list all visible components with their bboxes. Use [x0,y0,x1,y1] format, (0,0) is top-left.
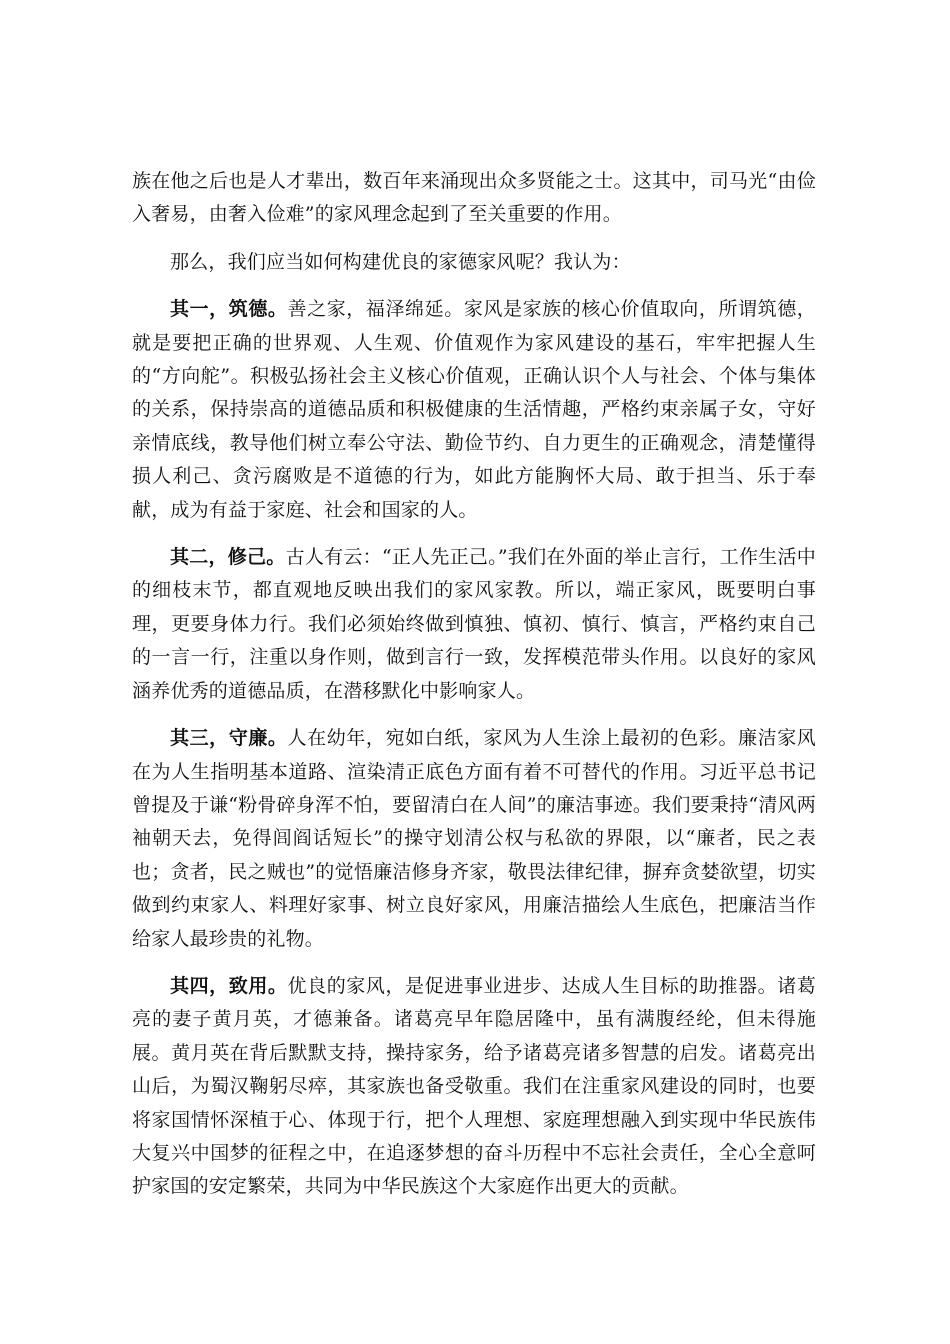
paragraph-point-1 [132,293,816,527]
document-body [132,165,816,1204]
paragraph-text: 优良的家风，是促进事业进步、达成人生目标的助推器。诸葛亮的妻子黄月英，才德兼备。诸葛亮早年隐居隆中，虽有满腹经纶，但未得施展。黄月英在背后默默支持，操持家务，给予诸葛亮诸多智慧的启发。诸葛亮出山后，为蜀汉鞠躬尽瘁，其家族也备受敬重。我们在注重家风建设的同时，也要将家国情怀深植于心、体现于行，把个人理想、家庭理想融入到实现中华民族伟大复兴中国梦的征程之中，在追逐梦想的奋斗历程中不忘社会责任，全心全意呵护家国的安定繁荣，共同为中华民族这个大家庭作出更大的贡献。 [132,974,817,1198]
paragraph-intro-question [132,246,816,279]
paragraph-point-3 [132,722,816,956]
paragraph-lead: 其三，守廉。 [170,727,288,750]
paragraph-text: 族在他之后也是人才辈出，数百年来涌现出众多贤能之士。这其中，司马光“由俭入奢易，由奢入俭难”的家风理念起到了至关重要的作用。 [132,170,816,226]
paragraph-text: 那么，我们应当如何构建优良的家德家风呢？我认为： [170,250,631,273]
paragraph-point-2 [132,541,816,708]
paragraph-text: 人在幼年，宛如白纸，家风为人生涂上最初的色彩。廉洁家风在为人生指明基本道路、渲染清正底色方面有着不可替代的作用。习近平总书记曾提及于谦“粉骨碎身浑不怕，要留清白在人间”的廉洁事迹。我们要秉持“清风两袖朝天去，免得闾阎话短长”的操守划清公权与私欲的界限，以“廉者，民之表也；贪者，民之贼也”的觉悟廉洁修身齐家，敬畏法律纪律，摒弃贪婪欲望，切实做到约束家人、料理好家事、树立良好家风，用廉洁描绘人生底色，把廉洁当作给家人最珍贵的礼物。 [132,727,817,950]
paragraph-text: 古人有云：“正人先正己。”我们在外面的举止言行，工作生活中的细枝末节，都直观地反映出我们的家风家教。所以，端正家风，既要明白事理，更要身体力行。我们必须始终做到慎独、慎初、慎行、慎言，严格约束自己的一言一行，注重以身作则，做到言行一致，发挥模范带头作用。以良好的家风涵养优秀的道德品质，在潜移默化中影响家人。 [132,546,817,702]
paragraph-text: 善之家，福泽绵延。家风是家族的核心价值取向，所谓筑德，就是要把正确的世界观、人生观、价值观作为家风建设的基石，牢牢把握人生的“方向舵”。积极弘扬社会主义核心价值观，正确认识个人与社会、个体与集体的关系，保持崇高的道德品质和积极健康的生活情趣，严格约束亲属子女，守好亲情底线，教导他们树立奉公守法、勤俭节约、自力更生的正确观念，清楚懂得损人利己、贪污腐败是不道德的行为，如此方能胸怀大局、敢于担当、乐于奉献，成为有益于家庭、社会和国家的人。 [132,298,817,521]
paragraph-lead: 其一，筑德。 [170,298,288,321]
paragraph-point-4 [132,970,816,1204]
paragraph-lead: 其四，致用。 [170,974,288,997]
paragraph-lead: 其二，修己。 [170,546,286,569]
paragraph-continuation [132,165,816,232]
